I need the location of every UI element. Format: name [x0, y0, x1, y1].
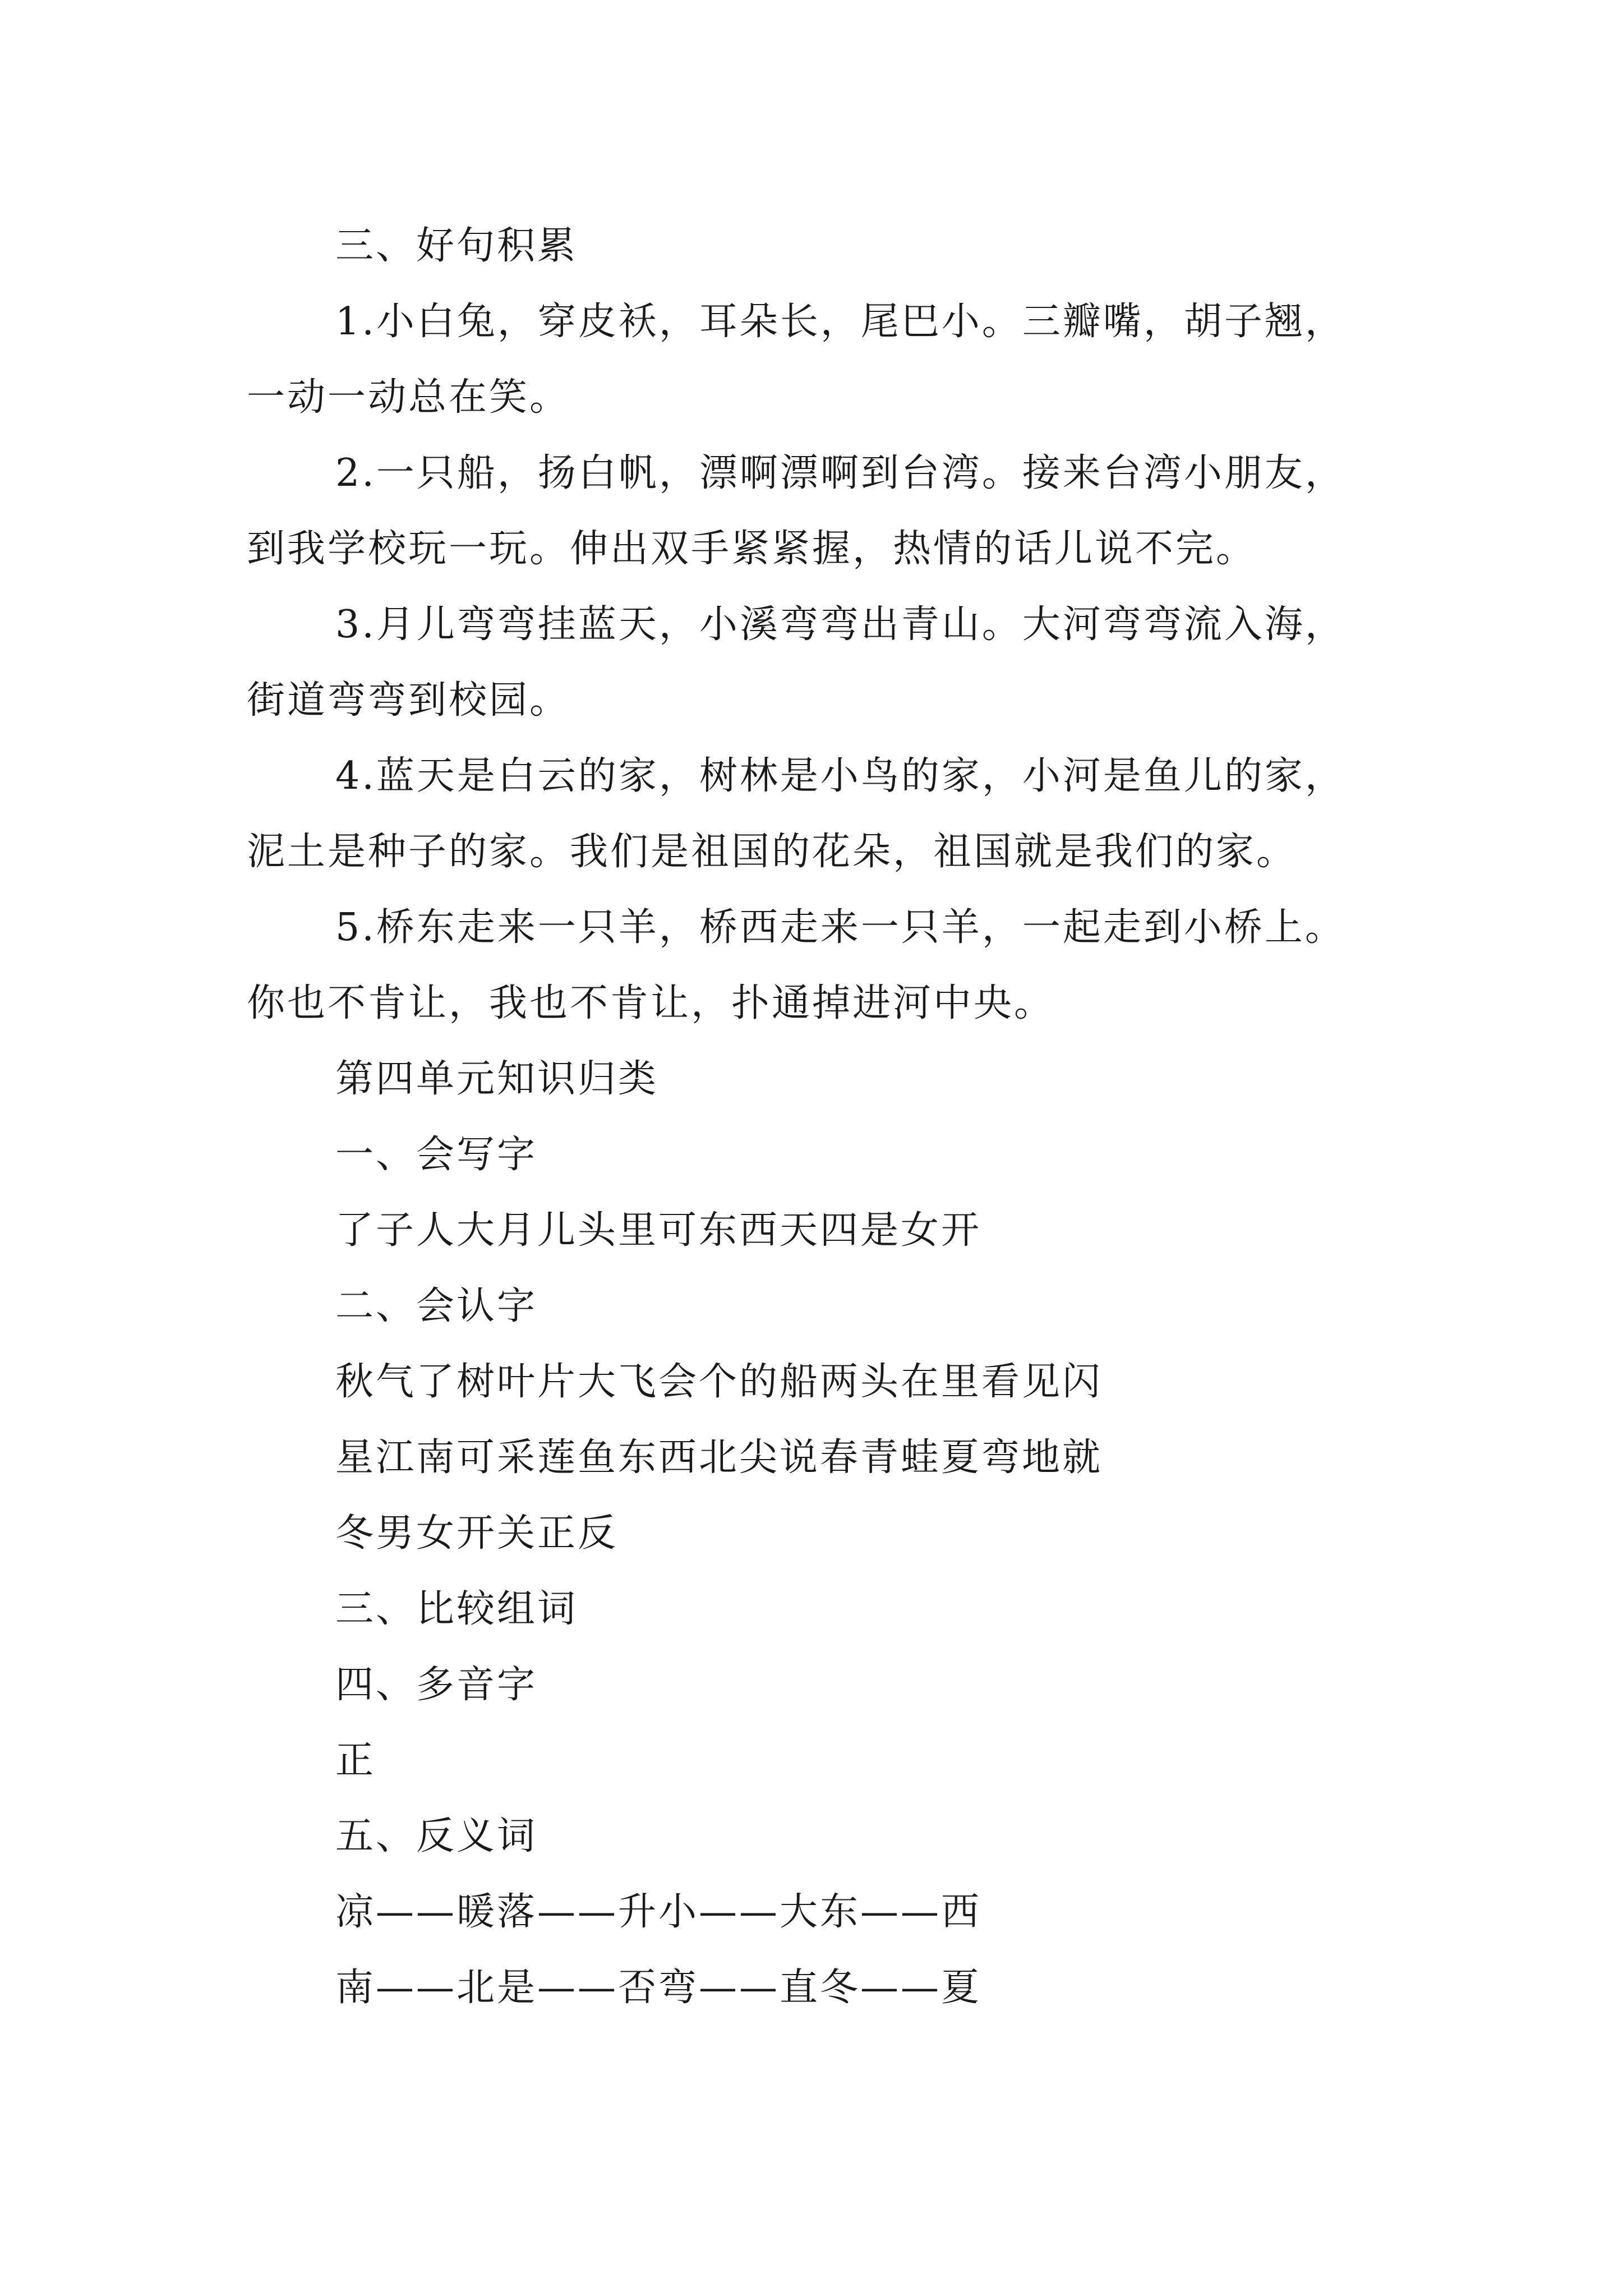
- polyphone-character: 正: [335, 1738, 376, 1783]
- sentence-3-line-2: 街道弯弯到校园。: [247, 678, 570, 723]
- sentence-3-line-1: 3.月儿弯弯挂蓝天，小溪弯弯出青山。大河弯弯流入海，: [335, 602, 1345, 647]
- sentence-5-line-2: 你也不肯让，我也不肯让，扑通掉进河中央。: [247, 981, 1055, 1025]
- sentence-1-line-2: 一动一动总在笑。: [247, 375, 570, 420]
- section-heading-good-sentences: 三、好句积累: [335, 224, 578, 268]
- unit-four-heading: 第四单元知识归类: [335, 1057, 659, 1101]
- sentence-5-line-1: 5.桥东走来一只羊，桥西走来一只羊，一起走到小桥上。: [335, 905, 1345, 950]
- sentence-2-line-1: 2.一只船，扬白帆，漂啊漂啊到台湾。接来台湾小朋友，: [335, 451, 1345, 495]
- antonyms-line-1: 凉——暖落——升小——大东——西: [335, 1890, 982, 1934]
- section-heading-recognize-characters: 二、会认字: [335, 1284, 538, 1328]
- recognize-characters-line-3: 冬男女开关正反: [335, 1511, 619, 1556]
- antonyms-line-2: 南——北是——否弯——直冬——夏: [335, 1966, 982, 2010]
- sentence-4-line-2: 泥土是种子的家。我们是祖国的花朵，祖国就是我们的家。: [247, 830, 1297, 874]
- sentence-1-line-1: 1.小白兔，穿皮袄，耳朵长，尾巴小。三瓣嘴，胡子翘，: [335, 300, 1345, 344]
- sentence-2-line-2: 到我学校玩一玩。伸出双手紧紧握，热情的话儿说不完。: [247, 527, 1257, 571]
- recognize-characters-line-2: 星江南可采莲鱼东西北尖说春青蛙夏弯地就: [335, 1435, 1103, 1480]
- section-heading-compare-words: 三、比较组词: [335, 1587, 578, 1631]
- section-heading-antonyms: 五、反义词: [335, 1814, 538, 1858]
- recognize-characters-line-1: 秋气了树叶片大飞会个的船两头在里看见闪: [335, 1360, 1103, 1404]
- section-heading-write-characters: 一、会写字: [335, 1133, 538, 1177]
- write-characters-list: 了子人大月儿头里可东西天四是女开: [335, 1208, 982, 1253]
- sentence-4-line-1: 4.蓝天是白云的家，树林是小鸟的家，小河是鱼儿的家，: [335, 754, 1345, 798]
- section-heading-polyphones: 四、多音字: [335, 1663, 538, 1707]
